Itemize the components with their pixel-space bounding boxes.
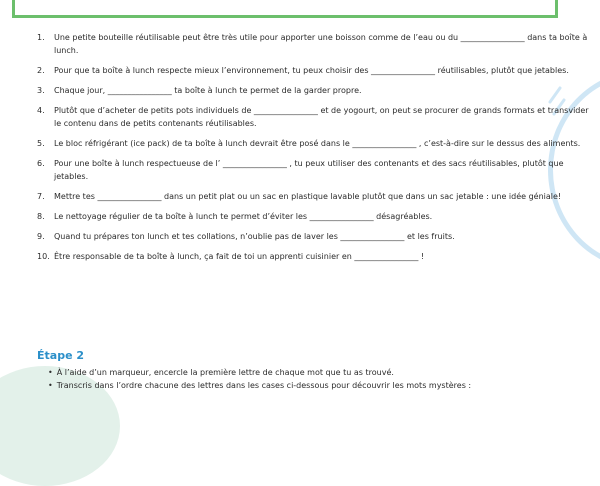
question-item bbox=[34, 31, 594, 57]
question-text: Pour une boîte à lunch respectueuse de l’ ________________ , tu peux utiliser des contenants et des sacs réutilisables, plutôt que jetables. bbox=[54, 159, 564, 181]
instruction-item: • À l’aide d’un marqueur, encercle la première lettre de chaque mot que tu as trouvé. bbox=[48, 366, 471, 379]
question-item bbox=[34, 84, 594, 97]
question-item bbox=[34, 157, 594, 183]
question-number: 10. bbox=[37, 252, 50, 261]
question-text: Chaque jour, ________________ ta boîte à lunch te permet de la garder propre. bbox=[54, 86, 362, 95]
instruction-item: • Transcris dans l’ordre chacune des lettres dans les cases ci-dessous pour découvrir les mots mystères : bbox=[48, 379, 471, 392]
question-text: Mettre tes ________________ dans un petit plat ou un sac en plastique lavable plutôt que dans un sac jetable : une idée géniale! bbox=[54, 192, 562, 201]
question-number: 9. bbox=[37, 232, 45, 241]
question-item bbox=[34, 190, 594, 203]
question-item bbox=[34, 250, 594, 263]
step-2-instructions bbox=[48, 366, 471, 392]
question-text: Le bloc réfrigérant (ice pack) de ta boîte à lunch devrait être posé dans le ________________ , c’est-à-dire sur le dessus des aliments. bbox=[54, 139, 581, 148]
question-text: Être responsable de ta boîte à lunch, ça fait de toi un apprenti cuisinier en ________________ ! bbox=[54, 252, 425, 261]
question-text: Quand tu prépares ton lunch et tes collations, n’oublie pas de laver les ________________ et les fruits. bbox=[54, 232, 455, 241]
question-text: Le nettoyage régulier de ta boîte à lunch te permet d’éviter les ________________ désagréables. bbox=[54, 212, 433, 221]
question-number: 8. bbox=[37, 212, 45, 221]
question-number: 5. bbox=[37, 139, 45, 148]
question-number: 2. bbox=[37, 66, 45, 75]
question-text: Plutôt que d’acheter de petits pots individuels de ________________ et de yogourt, on peut se procurer de grands formats et transvider le contenu dans de petits contenants réutilisables. bbox=[54, 106, 589, 128]
question-item bbox=[34, 210, 594, 223]
question-number: 1. bbox=[37, 33, 45, 42]
question-text: Pour que ta boîte à lunch respecte mieux l’environnement, tu peux choisir des ________________ réutilisables, plutôt que jetables. bbox=[54, 66, 569, 75]
step-2-heading: Étape 2 bbox=[37, 349, 85, 362]
question-item bbox=[34, 104, 594, 130]
question-item bbox=[34, 137, 594, 150]
question-number: 3. bbox=[37, 86, 45, 95]
question-item bbox=[34, 230, 594, 243]
question-number: 4. bbox=[37, 106, 45, 115]
question-number: 7. bbox=[37, 192, 45, 201]
question-number: 6. bbox=[37, 159, 45, 168]
question-text: Une petite bouteille réutilisable peut être très utile pour apporter une boisson comme de l’eau ou du ________________ dans ta boîte à lunch. bbox=[54, 33, 588, 55]
question-item bbox=[34, 64, 594, 77]
question-list bbox=[34, 31, 594, 270]
word-bank bbox=[12, 0, 558, 18]
